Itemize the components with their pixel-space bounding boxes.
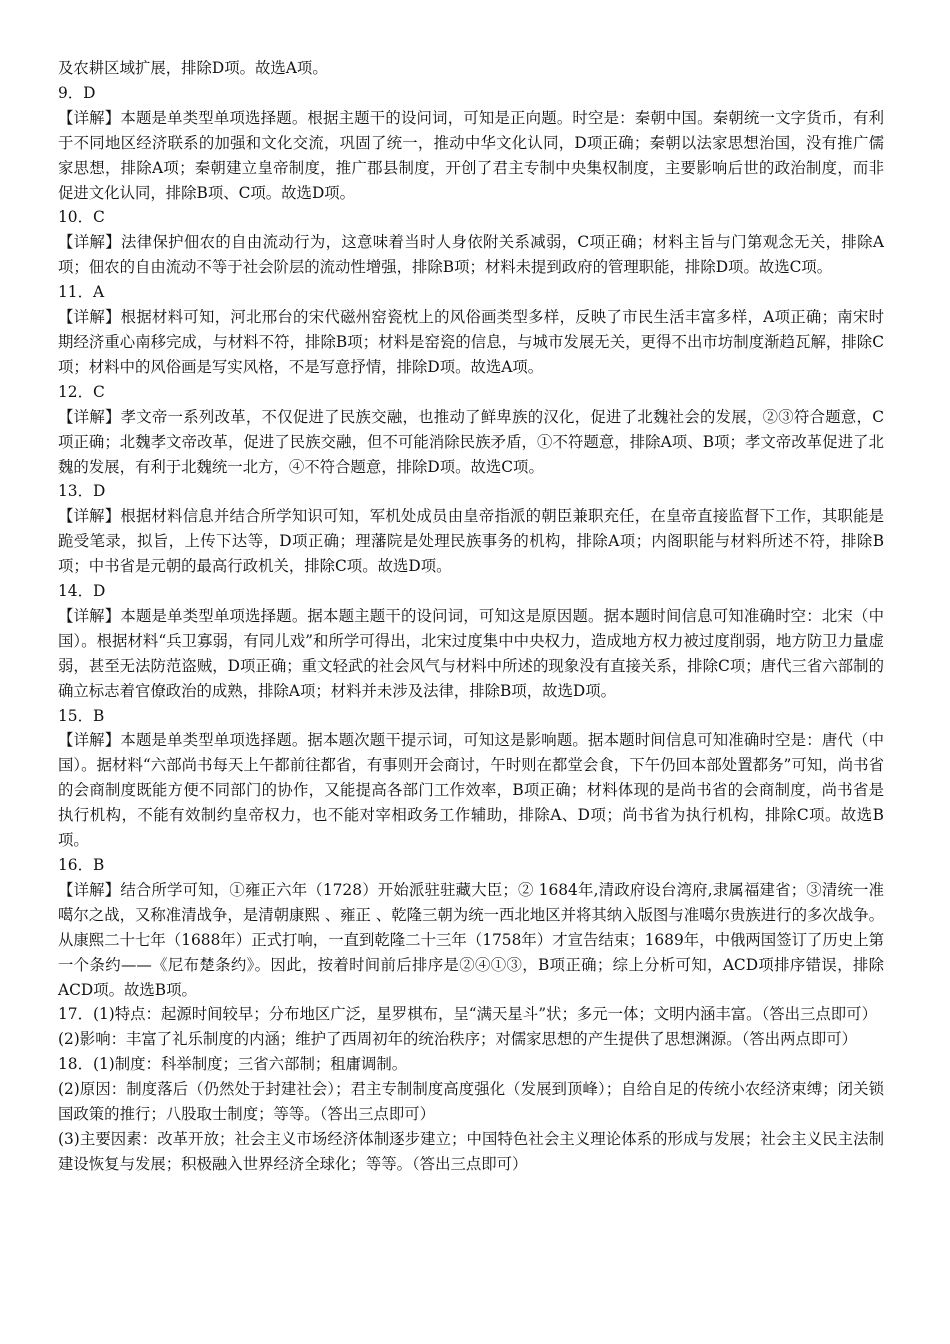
answer-14: 14．D	[58, 582, 106, 601]
answer-16: 16．B	[58, 856, 105, 874]
answer-9: 9．D	[58, 83, 96, 102]
explanation-11: 【详解】根据材料可知，河北邢台的宋代磁州窑瓷枕上的风俗画类型多样，反映了市民生活丰富多样，A项正确；南宋时期经济重心南移完成，与材料不符，排除B项；材料是窑瓷的信息，与城市发展无关，更得不出市坊制度渐趋瓦解，排除C项；材料中的风俗画是写实风格，不是写意抒情，排除D项。故选A项。	[58, 308, 884, 376]
answer-17-part-2: (2)影响：丰富了礼乐制度的内涵；维护了西周初年的统治秩序；对儒家思想的产生提供了思想渊源。（答出两点即可）	[58, 1030, 858, 1049]
explanation-12: 【详解】孝文帝一系列改革，不仅促进了民族交融，也推动了鲜卑族的汉化，促进了北魏社会的发展，②③符合题意，C项正确；北魏孝文帝改革，促进了民族交融，但不可能消除民族矛盾，①不符题意，排除A项、B项；孝文帝改革促进了北魏的发展，有利于北魏统一北方，④不符合题意，排除D项。故选C项。	[58, 407, 884, 476]
explanation-13: 【详解】根据材料信息并结合所学知识可知，军机处成员由皇帝指派的朝臣兼职充任，在皇帝直接监督下工作，其职能是跪受笔录，拟旨，上传下达等，D项正确；理藩院是处理民族事务的机构，排除A项；内阁职能与材料所述不符，排除B项；中书省是元朝的最高行政机关，排除C项。故选D项。	[58, 507, 884, 576]
explanation-10: 【详解】法律保护佃农的自由流动行为，这意味着当时人身依附关系减弱，C项正确；材料主旨与门第观念无关，排除A项；佃农的自由流动不等于社会阶层的流动性增强，排除B项；材料未提到政府的管理职能，排除D项。故选C项。	[58, 233, 884, 277]
explanation-16: 【详解】结合所学可知，①雍正六年（1728）开始派驻驻藏大臣；② 1684年,清政府设台湾府,隶属福建省；③清统一准噶尔之战，又称准清战争，是清朝康熙 、雍正 、乾隆三朝为统一西北地区并将其纳入版图与准噶尔贵族进行的多次战争。从康熙二十七年（1688年）正式打响，一直到乾隆二十三年（1758年）才宣告结束；1689年，中俄两国签订了历史上第一个条约——《尼布楚条约》。因此，按着时间前后排序是②④①③，B项正确；综上分析可知，ACD项排序错误，排除ACD项。故选B项。	[58, 880, 884, 999]
answer-13: 13．D	[58, 482, 106, 501]
answer-11: 11．A	[58, 283, 105, 302]
answer-18-part-2: (2)原因：制度落后（仍然处于封建社会）；君主专制制度高度强化（发展到顶峰）；自给自足的传统小农经济束缚；闭关锁国政策的推行；八股取士制度；等等。（答出三点即可）	[58, 1080, 884, 1124]
answer-12: 12．C	[58, 382, 105, 401]
answer-17-part-1: 17．(1)特点：起源时间较早；分布地区广泛，星罗棋布，呈“满天星斗”状；多元一体；文明内涵丰富。（答出三点即可）	[58, 1005, 877, 1024]
answer-15: 15．B	[58, 706, 105, 725]
answer-10: 10．C	[58, 208, 105, 227]
paragraph-continuation: 及农耕区域扩展，排除D项。故选A项。	[58, 59, 328, 77]
explanation-9: 【详解】本题是单类型单项选择题。根据主题干的设问词，可知是正向题。时空是：秦朝中国。秦朝统一文字货币，有利于不同地区经济联系的加强和文化交流，巩固了统一，推动中华文化认同，D项正确；秦朝以法家思想治国，没有推广儒家思想，排除A项；秦朝建立皇帝制度，推广郡县制度，开创了君主专制中央集权制度，主要影响后世的政治制度，而非促进文化认同，排除B项、C项。故选D项。	[58, 108, 884, 202]
answer-18-part-3: (3)主要因素：改革开放；社会主义市场经济体制逐步建立；中国特色社会主义理论体系的形成与发展；社会主义民主法制建设恢复与发展；积极融入世界经济全球化；等等。（答出三点即可）	[58, 1129, 884, 1173]
answer-18-part-1: 18．(1)制度：科举制度；三省六部制；租庸调制。	[58, 1055, 408, 1074]
explanation-15: 【详解】本题是单类型单项选择题。据本题次题干提示词，可知这是影响题。据本题时间信息可知准确时空是：唐代（中国）。据材料“六部尚书每天上午都前往都省，有事则开会商讨，午时则在都堂会食，下午仍回本部处置都务”可知，尚书省的会商制度既能方便不同部门的协作，又能提高各部门工作效率，B项正确；材料体现的是尚书省的会商制度，尚书省是执行机构，不能有效制约皇帝权力，也不能对宰相政务工作辅助，排除A、D项；尚书省为执行机构，排除C项。故选B项。	[58, 731, 884, 850]
explanation-14: 【详解】本题是单类型单项选择题。据本题主题干的设问词，可知这是原因题。据本题时间信息可知准确时空：北宋（中国）。根据材料“兵卫寡弱，有同儿戏”和所学可得出，北宋过度集中中央权力，造成地方权力被过度削弱，地方防卫力量虚弱，甚至无法防范盗贼，D项正确；重文轻武的社会风气与材料中所述的现象没有直接关系，排除C项；唐代三省六部制的确立标志着官僚政治的成熟，排除A项；材料并未涉及法律，排除B项，故选D项。	[58, 606, 884, 700]
